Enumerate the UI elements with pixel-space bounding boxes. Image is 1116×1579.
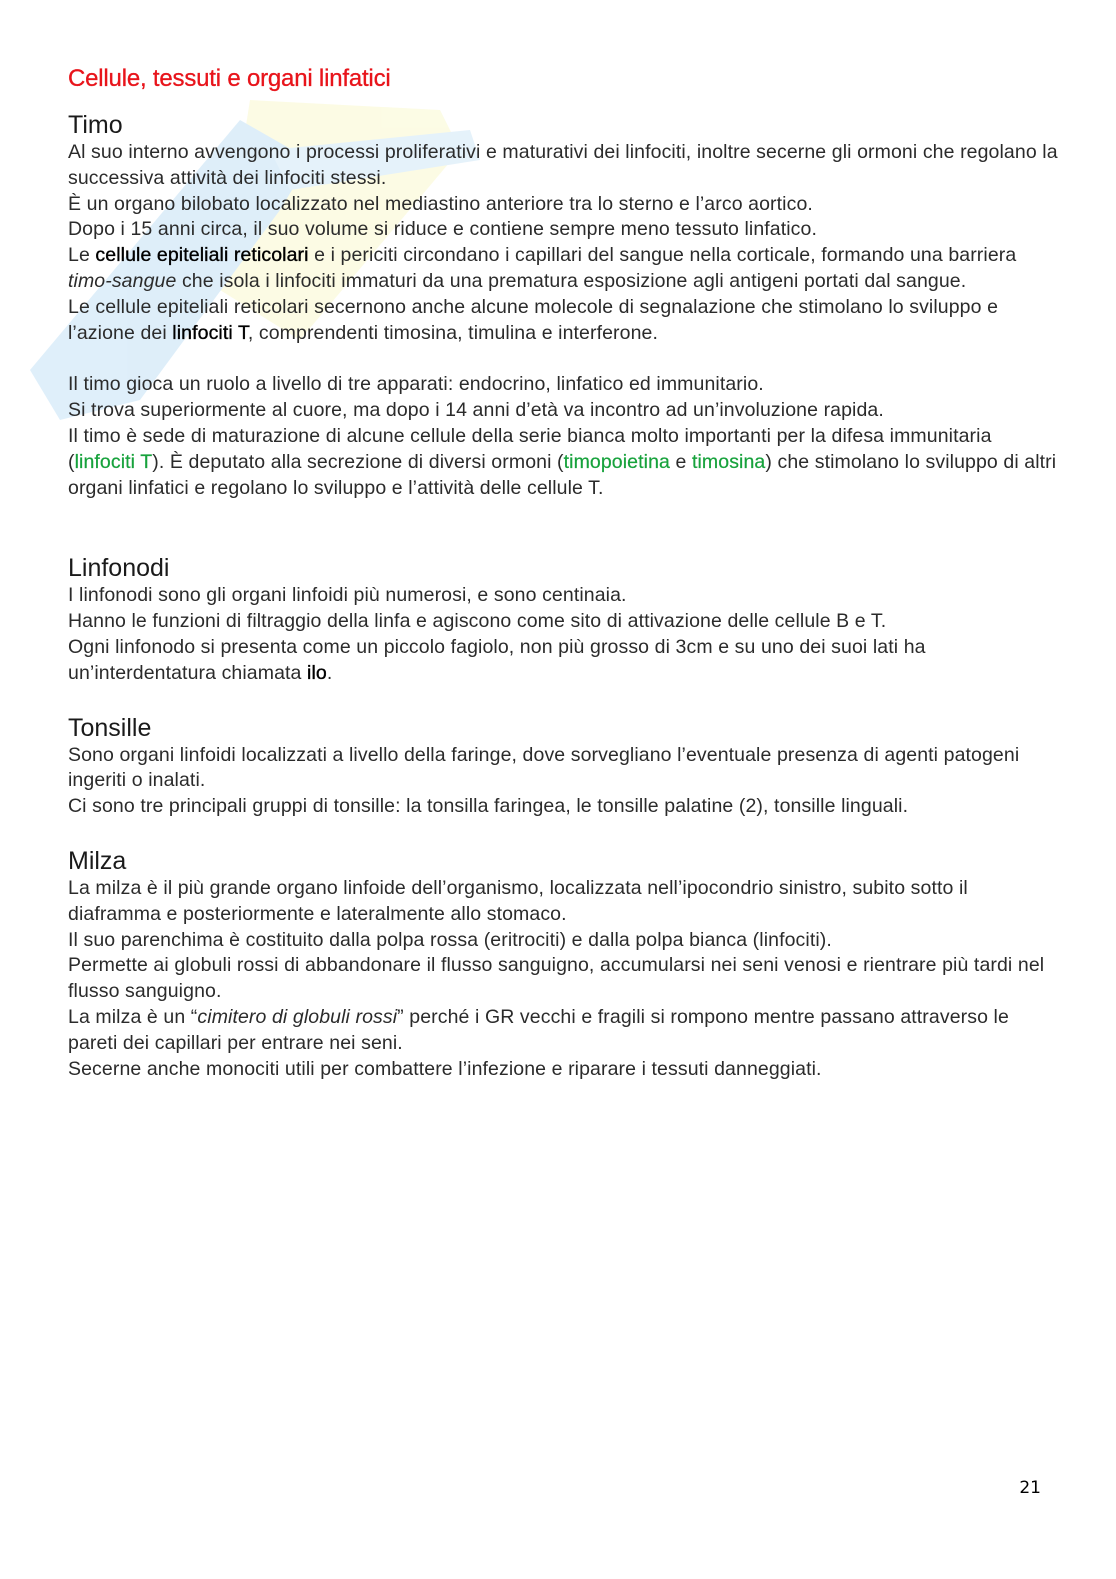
document-page [68, 62, 1058, 1082]
text-run: e [669, 450, 692, 473]
highlight-cellule-epiteliali: cellule epiteliali reticolari [95, 244, 309, 267]
section-heading-timo: Timo [68, 111, 123, 139]
tonsille-paragraph-1: Sono organi linfoidi localizzati a livello della faringe, dove sorvegliano l’eventuale presenza di agenti patogeni ingeriti o inalati. [68, 743, 1020, 792]
timo-paragraph-2: È un organo bilobato localizzato nel mediastino anteriore tra lo sterno e l’arco aortico. [68, 192, 813, 215]
section-milza [68, 846, 1058, 1082]
document-title: Cellule, tessuti e organi linfatici [68, 65, 391, 92]
spacer [68, 687, 1058, 713]
spacer [68, 501, 1058, 553]
green-timopoietina: timopoietina [563, 450, 670, 473]
text-run: . [326, 661, 333, 684]
highlight-linfociti-t: linfociti T [172, 321, 248, 344]
text-run: ) che stimolano lo sviluppo di altri organi linfatici e regolano lo sviluppo e l’attività delle cellule T. [68, 450, 1057, 499]
section-tonsille [68, 713, 1058, 820]
green-timosina: timosina [691, 450, 766, 473]
text-run: Il timo è sede di maturazione di alcune cellule della serie bianca molto importanti per la difesa immunitaria ( [68, 424, 992, 473]
timo-paragraph-8 [68, 424, 1058, 501]
timo-paragraph-6: Il timo gioca un ruolo a livello di tre apparati: endocrino, linfatico ed immunitario. [68, 373, 764, 396]
section-heading-linfonodi: Linfonodi [68, 554, 170, 583]
page-number: 21 [1019, 1478, 1041, 1498]
text-run: Ogni linfonodo si presenta come un piccolo fagiolo, non più grosso di 3cm e su uno dei suoi lati ha un’interdentatura chiamata [68, 635, 926, 684]
green-linfociti-t: linfociti T [74, 450, 153, 473]
text-run: ” perché i GR vecchi e fragili si rompono mentre passano attraverso le pareti dei capillari per entrare nei seni. [68, 1005, 1009, 1054]
milza-paragraph-3: Permette ai globuli rossi di abbandonare il flusso sanguigno, accumularsi nei seni venosi e rientrare più tardi nel flusso sanguigno. [68, 954, 1045, 1003]
timo-paragraph-7: Si trova superiormente al cuore, ma dopo i 14 anni d’età va incontro ad un’involuzione rapida. [68, 399, 884, 422]
section-heading-tonsille: Tonsille [68, 713, 152, 742]
section-heading-milza: Milza [68, 846, 127, 875]
text-run: La milza è un “ [68, 1005, 198, 1028]
linfonodi-paragraph-1: I linfonodi sono gli organi linfoidi più numerosi, e sono centinaia. [68, 584, 627, 607]
milza-paragraph-1: La milza è il più grande organo linfoide dell’organismo, localizzata nell’ipocondrio sinistro, subito sotto il diaframma e posteriormente e lateralmente allo stomaco. [68, 876, 968, 925]
text-run: e i periciti circondano i capillari del sangue nella corticale, formando una barriera [308, 244, 1017, 267]
italic-cimitero: cimitero di globuli rossi [197, 1005, 398, 1028]
linfonodi-paragraph-3 [68, 635, 1058, 687]
tonsille-paragraph-2: Ci sono tre principali gruppi di tonsille: la tonsilla faringea, le tonsille palatine (2), tonsille linguali. [68, 795, 909, 818]
italic-timo-sangue: timo-sangue [68, 269, 177, 292]
highlight-ilo: ilo [307, 661, 327, 684]
spacer [68, 820, 1058, 846]
milza-paragraph-4 [68, 1005, 1058, 1057]
milza-paragraph-5: Secerne anche monociti utili per combattere l’infezione e riparare i tessuti danneggiati. [68, 1057, 822, 1080]
linfonodi-paragraph-2: Hanno le funzioni di filtraggio della linfa e agiscono come sito di attivazione delle cellule B e T. [68, 610, 887, 633]
section-timo [68, 110, 1058, 501]
text-run: Le cellule epiteliali reticolari secernono anche alcune molecole di segnalazione che stimolano lo sviluppo e l’azione dei [68, 295, 999, 344]
timo-paragraph-4 [68, 243, 1058, 295]
text-run: ). È deputato alla secrezione di diversi ormoni ( [152, 450, 564, 473]
text-run: che isola i linfociti immaturi da una prematura esposizione agli antigeni portati dal sangue. [176, 269, 967, 292]
text-run: , comprendenti timosina, timulina e interferone. [247, 321, 658, 344]
timo-paragraph-1: Al suo interno avvengono i processi proliferativi e maturativi dei linfociti, inoltre secerne gli ormoni che regolano la successiva attività dei linfociti stessi. [68, 141, 1058, 189]
text-run: Le [68, 244, 96, 267]
timo-paragraph-5 [68, 295, 1058, 347]
section-linfonodi [68, 553, 1058, 686]
timo-paragraph-3: Dopo i 15 anni circa, il suo volume si riduce e contiene sempre meno tessuto linfatico. [68, 218, 817, 241]
spacer [68, 346, 1058, 372]
milza-paragraph-2: Il suo parenchima è costituito dalla polpa rossa (eritrociti) e dalla polpa bianca (linfociti). [68, 928, 832, 951]
